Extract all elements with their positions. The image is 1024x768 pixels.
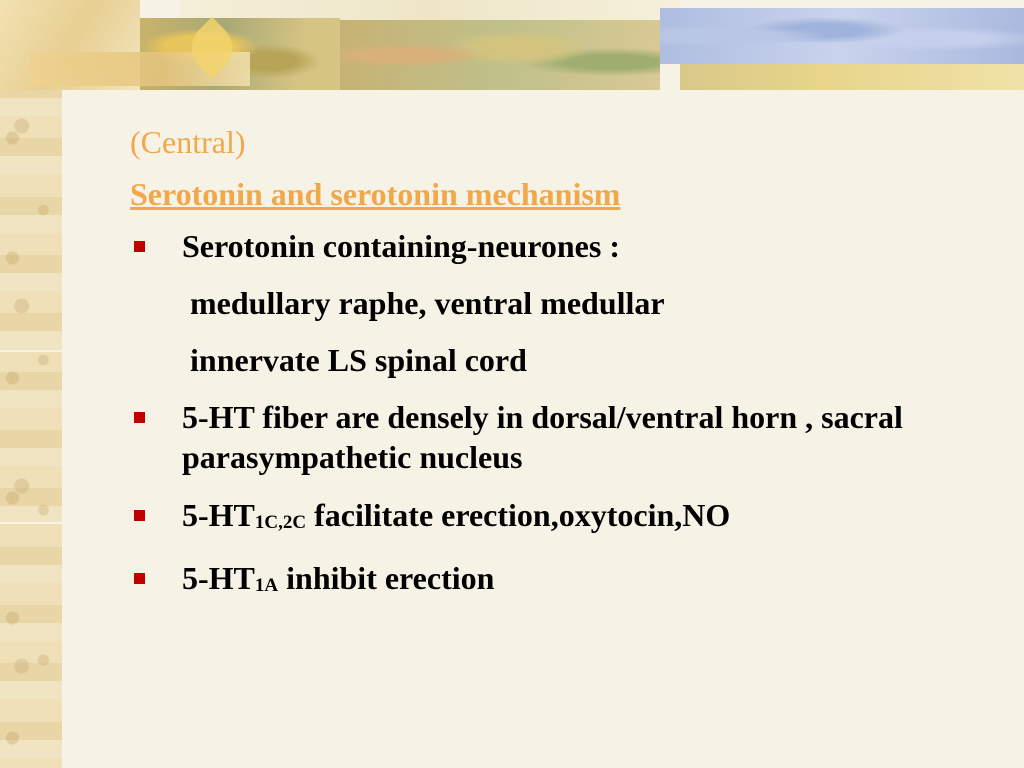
bullet-subscript: 1A	[254, 575, 279, 596]
banner-tile	[660, 8, 1024, 64]
top-decorative-banner	[0, 0, 1024, 90]
bullet-square-icon	[134, 510, 145, 521]
bullet-suffix: inhibit erection	[278, 560, 495, 596]
bullet-text: Serotonin containing-neurones :	[182, 228, 620, 264]
slide-title: Serotonin and serotonin mechanism	[130, 176, 621, 212]
list-item	[130, 558, 1010, 604]
bullet-subline: medullary raphe, ventral medullar	[190, 285, 665, 321]
bullet-square-icon	[134, 412, 145, 423]
slide-kicker: (Central)	[130, 124, 246, 160]
bullet-prefix: 5-HT	[182, 497, 255, 533]
strip-seam	[0, 350, 62, 352]
bullet-square-icon	[134, 241, 145, 252]
bullet-subline: innervate LS spinal cord	[190, 342, 527, 378]
bullet-text: 5-HT fiber are densely in dorsal/ventral horn , sacral parasympathetic nucleus	[182, 399, 903, 475]
banner-tile	[340, 20, 660, 90]
list-item	[130, 397, 1010, 477]
left-decorative-strip	[0, 0, 62, 768]
bullet-suffix: facilitate erection,oxytocin,NO	[306, 497, 731, 533]
bullet-list	[130, 226, 1010, 604]
slide-content	[130, 122, 1010, 604]
bullet-square-icon	[134, 573, 145, 584]
list-item	[130, 495, 1010, 541]
banner-tile	[680, 64, 1024, 90]
bullet-prefix: 5-HT	[182, 560, 255, 596]
list-item	[130, 226, 1010, 380]
bullet-subscript: 1C,2C	[254, 512, 307, 533]
strip-seam	[0, 522, 62, 524]
